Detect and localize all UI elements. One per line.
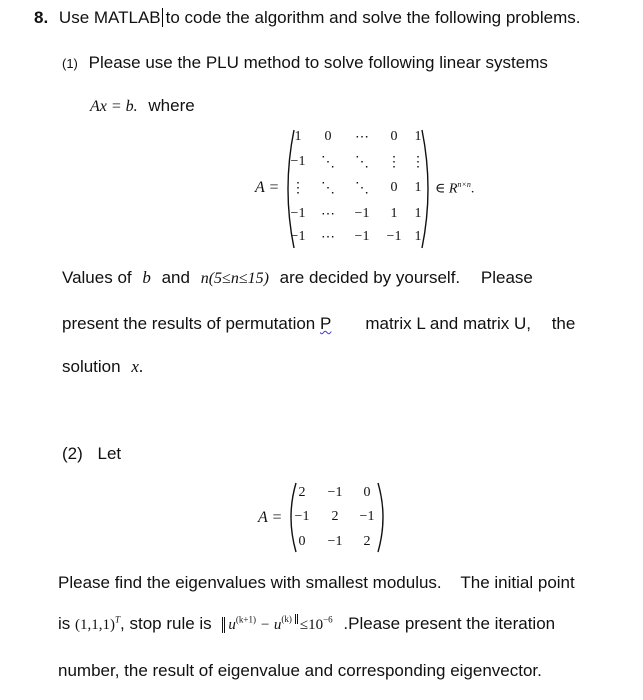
present-iteration-text: .Please present the iteration	[343, 614, 556, 633]
x-symbol: x	[131, 357, 139, 376]
matrix1-cell: −1	[290, 154, 306, 169]
problem-intro: Use MATLAB	[58, 8, 161, 27]
matrix1-cell: 1	[414, 129, 422, 144]
membership-end: .	[470, 181, 475, 197]
values-text-b: are decided by yourself.	[279, 268, 461, 287]
initial-point-text: The initial point	[460, 573, 575, 592]
part2-label: (2)	[62, 444, 83, 463]
n-range: n(5≤n≤15)	[200, 270, 269, 287]
values-and: and	[161, 268, 190, 287]
part2-final-line: number, the result of eigenvalue and corresponding eigenvector.	[58, 661, 542, 680]
please-word: Please	[480, 268, 533, 287]
results-text-c: the	[551, 314, 576, 333]
norm-sup1: (k+1)	[235, 614, 256, 625]
norm-sup2: (k)	[281, 614, 298, 624]
matrix1-cell: 1	[414, 180, 422, 195]
values-text-a: Values of	[62, 268, 132, 287]
matrix2-cell: −1	[294, 509, 310, 524]
part1-intro	[62, 53, 548, 73]
matrix1-membership	[435, 180, 474, 198]
norm-minus-u: − u	[260, 617, 282, 633]
part1-results-line	[62, 314, 575, 334]
part1-equation-line	[90, 96, 195, 116]
matrix1-cell: −1	[290, 229, 306, 244]
matrix1-cell: 0	[390, 180, 398, 195]
part1-solution-line	[62, 357, 143, 377]
matrix1-cell: ⋮	[291, 181, 305, 196]
part1-values-line	[62, 268, 533, 288]
matrix2-cell: 2	[363, 534, 371, 549]
matrix1-cell: −1	[354, 206, 370, 221]
part2-intro	[62, 444, 121, 464]
norm-exponent: −6	[323, 614, 333, 625]
stop-rule-text: , stop rule is	[120, 614, 212, 633]
text-cursor	[162, 8, 163, 27]
part2-find-line	[58, 573, 575, 593]
matrix1-cell: ⋱	[355, 181, 369, 196]
matrix1-cell: 1	[294, 129, 302, 144]
matrix1-cell: −1	[354, 229, 370, 244]
matrix1-cell: ⋯	[321, 207, 335, 222]
matrix1-cell: ⋮	[387, 155, 401, 170]
where-label: where	[148, 96, 195, 115]
matrix2-cell: 0	[298, 534, 306, 549]
part1-label: (1)	[62, 56, 78, 71]
problem-intro-rest: to code the algorithm and solve the following problems.	[165, 8, 581, 27]
equation-axb: Ax = b.	[90, 98, 138, 115]
matrix1-cell: ⋱	[321, 155, 335, 170]
matrix1-lhs: A =	[255, 179, 280, 196]
membership-superscript: n×n	[457, 180, 471, 189]
matrix1-cell: 1	[414, 206, 422, 221]
is-word: is	[58, 614, 71, 633]
matrix1-cell: ⋯	[321, 230, 335, 245]
matrix1-cell: ⋮	[411, 155, 425, 170]
matrix2-cell: 0	[363, 485, 371, 500]
membership-symbol: ∈ R	[435, 181, 458, 197]
matrix2-lhs: A =	[258, 509, 283, 526]
matrix1-cell: −1	[290, 206, 306, 221]
matrix2-cell: −1	[327, 485, 343, 500]
matrix2-cell: −1	[359, 509, 375, 524]
part2-stop-line	[58, 614, 555, 634]
matrix1-cell: ⋯	[355, 130, 369, 145]
b-symbol: b	[142, 268, 151, 287]
problem-number: 8.	[34, 8, 49, 27]
part1-text: Please use the PLU method to solve following linear systems	[88, 53, 548, 72]
let-word: Let	[97, 444, 122, 463]
matrix2-cell: −1	[327, 534, 343, 549]
matrix1-cell: 0	[324, 129, 332, 144]
norm-u1: u	[222, 617, 236, 633]
results-text-b: matrix L and matrix U,	[365, 314, 531, 333]
find-text: Please find the eigenvalues with smallest modulus.	[58, 573, 442, 592]
matrix1-cell: ⋱	[355, 155, 369, 170]
matrix2-cell: 2	[298, 485, 306, 500]
initial-point-sup: T	[115, 614, 121, 625]
matrix2-cell: 2	[331, 509, 339, 524]
initial-point: (1,1,1)	[75, 617, 116, 633]
norm-leq: ≤10	[299, 617, 324, 633]
matrix1-cell: 0	[390, 129, 398, 144]
matrix1-cell: 1	[414, 229, 422, 244]
matrix1-cell: 1	[390, 206, 398, 221]
matrix1-cell: −1	[386, 229, 402, 244]
solution-word: solution	[62, 357, 121, 376]
problem-header	[34, 8, 581, 28]
results-text-a: present the results of permutation	[62, 314, 316, 333]
solution-period: .	[138, 357, 144, 376]
matrix1-cell: ⋱	[321, 181, 335, 196]
p-word: P	[319, 314, 332, 333]
